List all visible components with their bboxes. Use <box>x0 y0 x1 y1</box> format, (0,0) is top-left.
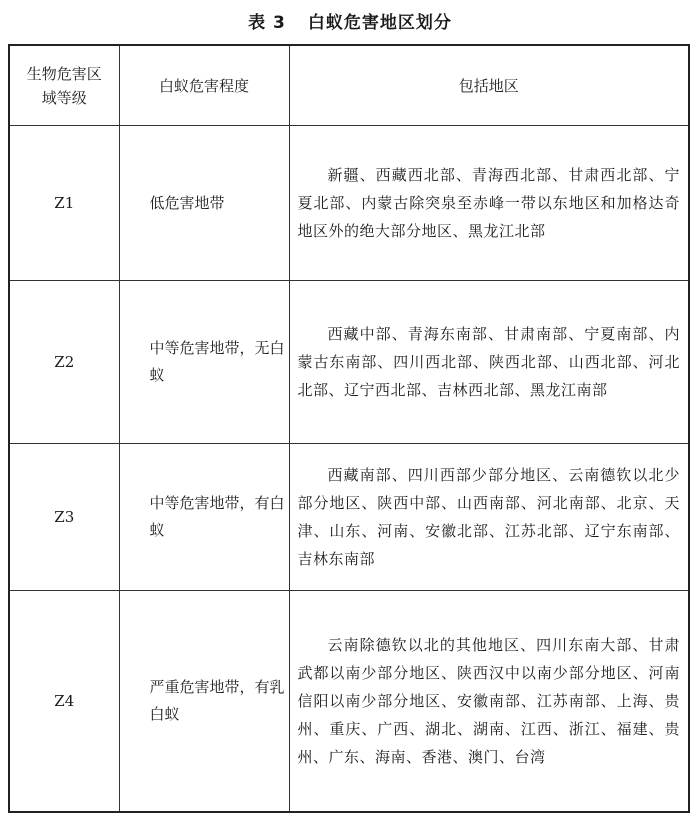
table-row <box>9 444 689 591</box>
table-number: 表 3 <box>248 13 286 33</box>
table-header-row <box>9 45 689 126</box>
zone-code: Z4 <box>9 591 119 813</box>
header-hazard-level: 白蚁危害程度 <box>119 45 289 126</box>
table-row <box>9 281 689 444</box>
header-zone-grade: 生物危害区域等级 <box>9 45 119 126</box>
table-title: 白蚁危害地区划分 <box>307 13 452 33</box>
hazard-level: 中等危害地带，无白蚁 <box>119 281 289 444</box>
hazard-level: 严重危害地带，有乳白蚁 <box>119 591 289 813</box>
table-caption <box>0 8 700 33</box>
hazard-level: 中等危害地带，有白蚁 <box>119 444 289 591</box>
table-row <box>9 591 689 813</box>
region-list: 西藏中部、青海东南部、甘肃南部、宁夏南部、内蒙古东南部、四川西北部、陕西北部、山西北部、河北北部、辽宁西北部、吉林西北部、黑龙江南部 <box>289 281 689 444</box>
zone-code: Z1 <box>9 126 119 281</box>
header-regions: 包括地区 <box>289 45 689 126</box>
region-list: 云南除德钦以北的其他地区、四川东南大部、甘肃武都以南少部分地区、陕西汉中以南少部分地区、河南信阳以南少部分地区、安徽南部、江苏南部、上海、贵州、重庆、广西、湖北、湖南、江西、浙江、福建、贵州、广东、海南、香港、澳门、台湾 <box>289 591 689 813</box>
hazard-level: 低危害地带 <box>119 126 289 281</box>
region-list: 新疆、西藏西北部、青海西北部、甘肃西北部、宁夏北部、内蒙古除突泉至赤峰一带以东地区和加格达奇地区外的绝大部分地区、黑龙江北部 <box>289 126 689 281</box>
termite-zone-table <box>8 44 690 813</box>
table-row <box>9 126 689 281</box>
region-list: 西藏南部、四川西部少部分地区、云南德钦以北少部分地区、陕西中部、山西南部、河北南部、北京、天津、山东、河南、安徽北部、江苏北部、辽宁东南部、吉林东南部 <box>289 444 689 591</box>
zone-code: Z2 <box>9 281 119 444</box>
zone-code: Z3 <box>9 444 119 591</box>
